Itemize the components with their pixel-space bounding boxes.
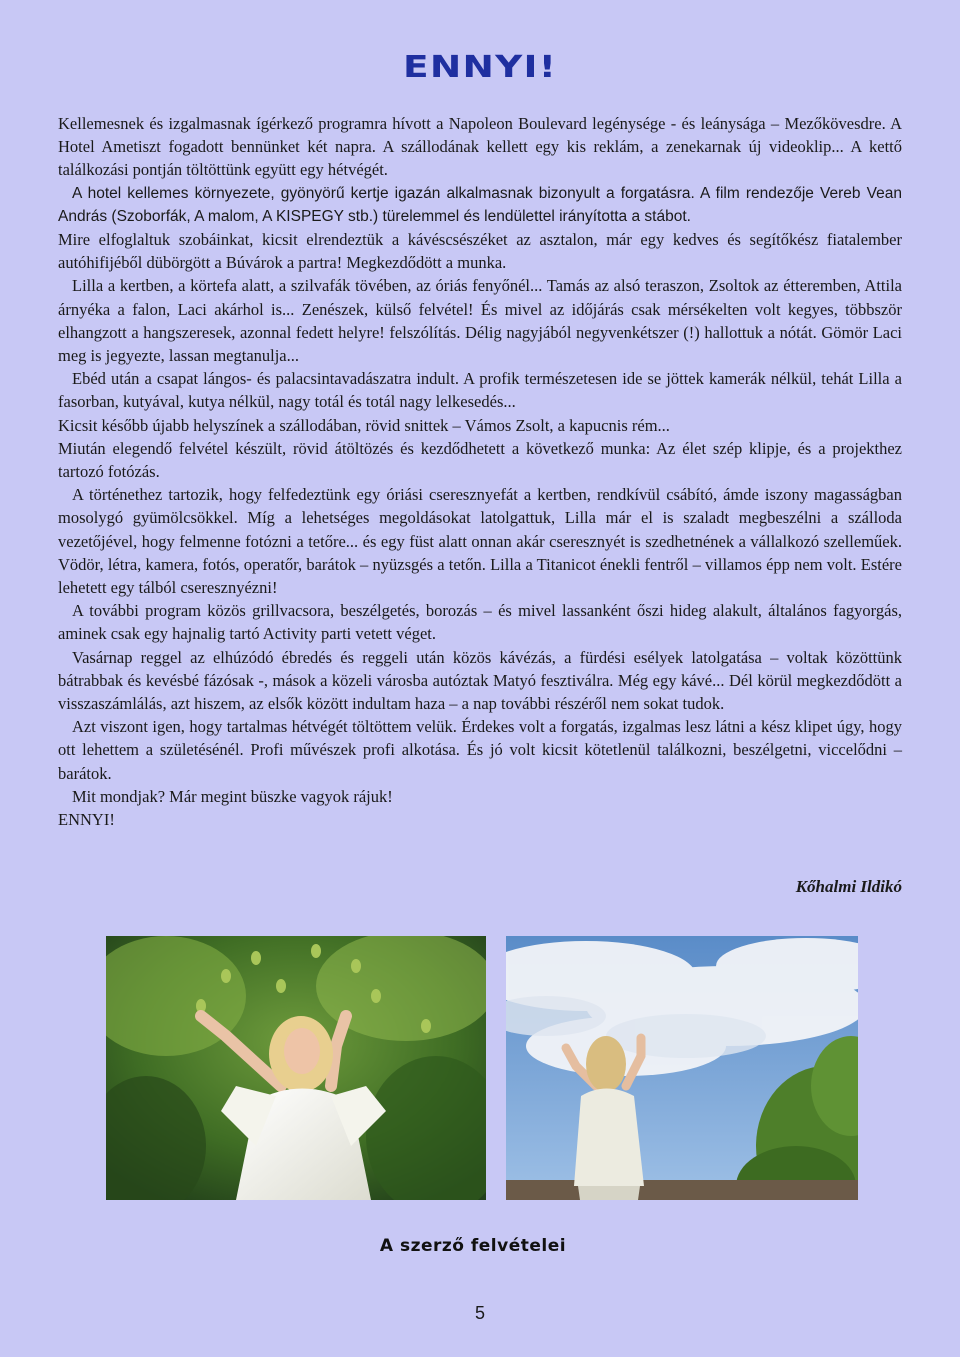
article-title: ENNYI! <box>402 50 558 85</box>
photo-garden <box>106 936 486 1200</box>
paragraph: Miután elegendő felvétel készült, rövid átöltözés és kezdődhetett a következő munka: Az élet szép klipje, és a projekthez tartozó fotózás. <box>58 438 902 482</box>
article-body <box>58 112 902 831</box>
paragraph: Azt viszont igen, hogy tartalmas hétvégét töltöttem velük. Érdekes volt a forgatás, izgalmas lesz látni a kész klipet úgy, hogy ott lehettem a születésénél. Profi művészek profi alkotása. És jó volt kicsit kötetlenül találkozni, beszélgetni, viccelődni – barátok. <box>58 717 902 783</box>
paragraph: A hotel kellemes környezete, gyönyörű kertje igazán alkalmasnak bizonyult a forgatásra. A film rendezője Vereb Vean András (Szoborfák, A malom, A KISPEGY stb.) türelemmel és lendülettel irányította a stábot. <box>58 184 902 225</box>
paragraph: Mit mondjak? Már megint büszke vagyok rájuk! <box>72 786 393 806</box>
paragraph: A történethez tartozik, hogy felfedeztünk egy óriási cseresznyefát a kertben, rendkívül csábító, ámde iszony magasságban mosolygó gyümölcsökkel. Míg a lehetséges megoldásokat latolgattuk, Lilla már el is szaladt megbeszélni a szálloda vezetőjével, hogy felmenne fotózni a tetőre... és egy füst alatt onnan akár cseresznyét is szedhetnének a vállalkozó szelleműek. Vödör, létra, kamera, fotós, operatőr, barátok – nyüzsgés a tetőn. Lilla a Titanicot énekli fentről – villamos épp nem volt. Estére lehetett egy tálból cseresznyézni! <box>58 485 902 598</box>
photo-caption: A szerző felvételei <box>379 1236 567 1256</box>
paragraph: Ebéd után a csapat lángos- és palacsintavadászatra indult. A profik természetesen ide se jöttek kamerák nélkül, tehát Lilla a fasorban, kutyával, kutya nélkül, nagy totál és totál nagy lelkesedés... <box>58 369 902 412</box>
paragraph: A további program közös grillvacsora, beszélgetés, borozás – és mivel lassanként őszi hideg alakult, általános fagyorgás, aminek csak egy hajnalig tartó Activity parti vetett véget. <box>58 601 902 644</box>
page-number: 5 <box>474 1303 485 1323</box>
photo-rooftop <box>506 936 858 1200</box>
photo-garden-image <box>106 936 486 1200</box>
author-signature: Kőhalmi Ildikó <box>795 877 902 896</box>
paragraph: ENNYI! <box>58 810 115 830</box>
paragraph: Kellemesnek és izgalmasnak ígérkező programra hívott a Napoleon Boulevard legénysége - és leánysága – Mezőkövesdre. A Hotel Ametiszt fogadott bennünket két napra. A szállodának kellett egy kis reklám, a zenekarnak új videoklip... A kettő találkozási pontján töltöttünk együtt egy hétvégét. <box>58 114 902 180</box>
paragraph: Kicsit később újabb helyszínek a szállodában, rövid snittek – Vámos Zsolt, a kapucnis rém... <box>58 415 670 435</box>
paragraph: Lilla a kertben, a körtefa alatt, a szilvafák tövében, az óriás fenyőnél... Tamás az alsó teraszon, Zsoltok az étteremben, Attila árnyéka a falon, Laci akárhol is... Zenészek, külső felvétel! És mivel az időjárás csak mérsékelten volt kegyes, többször elhangzott a hangszeresek, azonnal fedett helyre! felszólítás. Délig nagyjából negyvenkétszer (!) hallottuk a nótát. Gömör Laci meg is jegyezte, lassan megtanulja... <box>58 276 902 366</box>
photo-rooftop-image <box>506 936 858 1200</box>
paragraph: Mire elfoglaltuk szobáinkat, kicsit elrendeztük a kávéscsészéket az asztalon, már egy kedves és segítőkész fiatalember autóhifijéből dübörgött a Búvárok a partra! Megkezdődött a munka. <box>58 230 902 273</box>
paragraph: Vasárnap reggel az elhúzódó ébredés és reggeli után közös kávézás, a fürdési esélyek latolgatása – voltak közöttünk bátrabbak és kevésbé fázósak -, mások a közeli városba autóztak Matyó fesztiválra. Még egy kávé... Dél körül megkezdődött a visszaszámlálás, azt hiszem, az elsők között indultam haza – a nap további részéről nem sokat tudok. <box>58 647 902 714</box>
